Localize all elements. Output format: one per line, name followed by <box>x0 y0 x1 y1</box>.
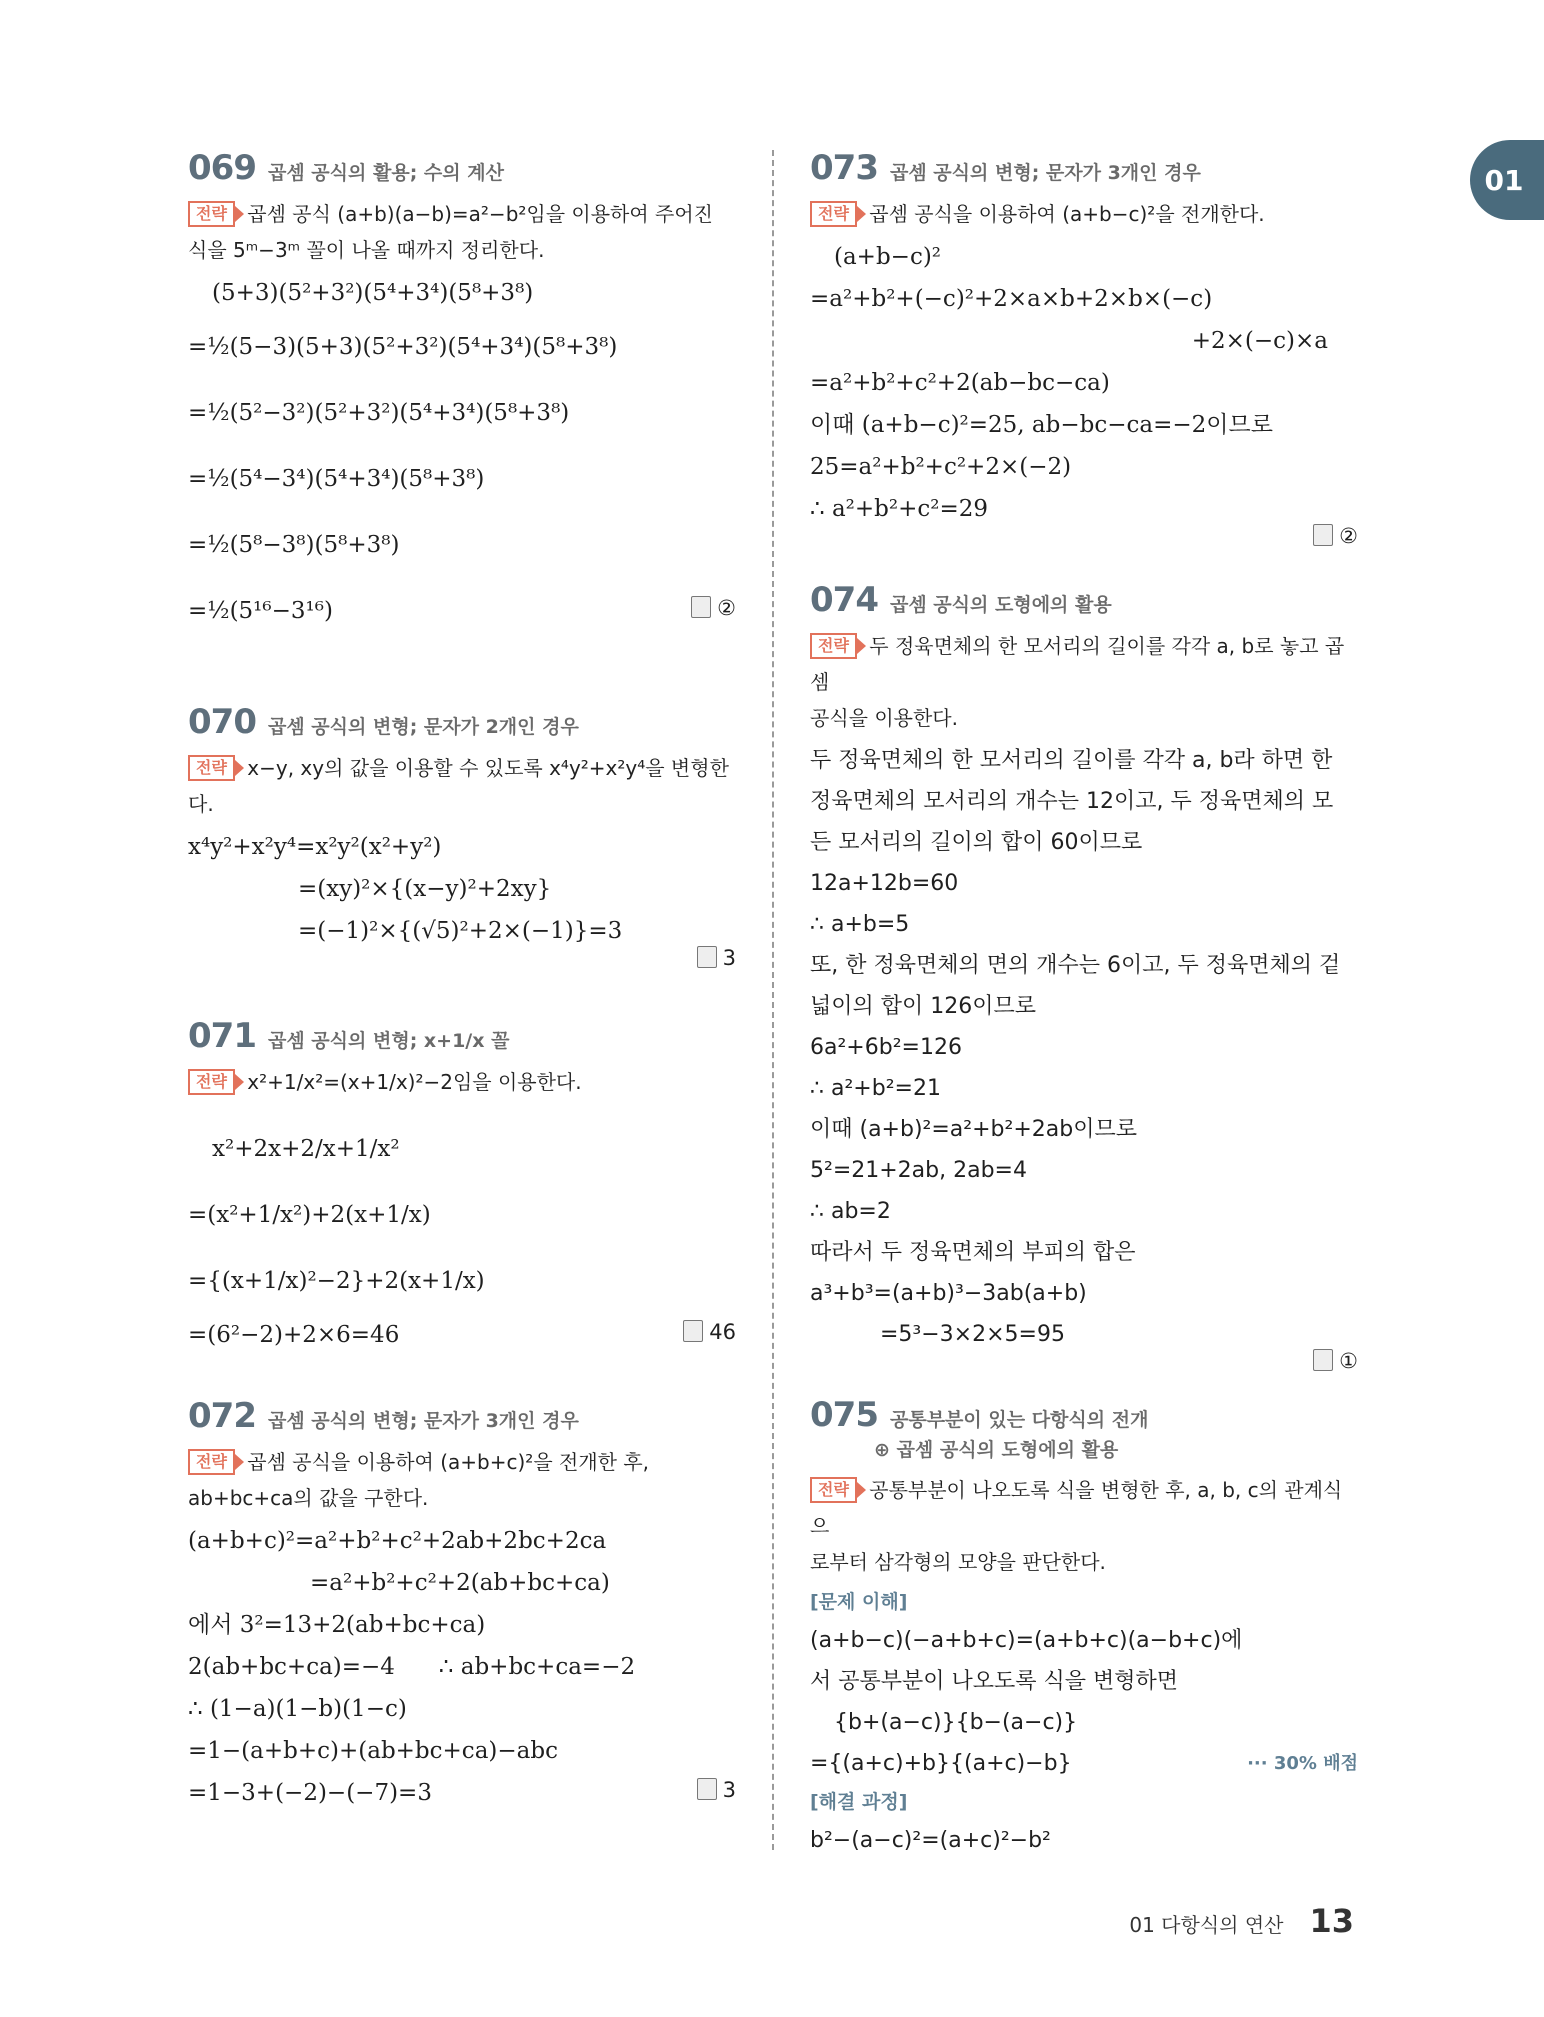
math-line: x²+2x+2/x+1/x² <box>212 1136 400 1162</box>
math-line: =½(5²−3²)(5²+3²)(5⁴+3⁴)(5⁸+3⁸) <box>188 400 570 426</box>
strategy-text: 곱셈 공식을 이용하여 (a+b+c)²을 전개한 후, <box>247 1450 649 1474</box>
math-line: 이때 (a+b)²=a²+b²+2ab이므로 <box>810 1117 1137 1142</box>
strategy-text: 곱셈 공식 (a+b)(a−b)=a²−b²임을 이용하여 주어진 <box>247 202 714 226</box>
math-line: 12a+12b=60 <box>810 871 959 896</box>
problem-069 <box>188 148 736 644</box>
problem-number: 074 <box>810 580 878 620</box>
problem-071 <box>188 1016 736 1356</box>
strategy <box>810 196 1358 232</box>
answer-value: ① <box>1339 1349 1358 1373</box>
chapter-title: 01 다항식의 연산 <box>1129 1913 1284 1937</box>
problem-number: 072 <box>188 1396 256 1436</box>
math-line: =½(5¹⁶−3¹⁶) <box>188 598 333 624</box>
score-mark: ··· 30% 배점 <box>1247 1753 1358 1774</box>
math-line: =½(5⁴−3⁴)(5⁴+3⁴)(5⁸+3⁸) <box>188 466 485 492</box>
strategy-text: 공식을 이용한다. <box>810 706 958 730</box>
strategy-text: 식을 5ᵐ−3ᵐ 꼴이 나올 때까지 정리한다. <box>188 238 545 262</box>
left-column <box>188 148 736 1814</box>
math-line: 5²=21+2ab, 2ab=4 <box>810 1158 1027 1183</box>
math-line: 두 정육면체의 한 모서리의 길이를 각각 a, b라 하면 한 <box>810 748 1333 773</box>
problem-number: 071 <box>188 1016 256 1056</box>
problem-number: 070 <box>188 702 256 742</box>
strategy-text: 공통부분이 나오도록 식을 변형한 후, a, b, c의 관계식으 <box>810 1478 1343 1538</box>
strategy <box>810 628 1358 736</box>
math-line: x⁴y²+x²y⁴=x²y²(x²+y²) <box>188 834 442 860</box>
strategy-tag: 전략 <box>188 755 235 781</box>
problem-title: 곱셈 공식의 변형; 문자가 3개인 경우 <box>267 1410 579 1432</box>
math-line: (a+b−c)(−a+b+c)=(a+b+c)(a−b+c)에 <box>810 1628 1243 1653</box>
math-line: 또, 한 정육면체의 면의 개수는 6이고, 두 정육면체의 겉 <box>810 953 1341 978</box>
math-line: (a+b+c)²=a²+b²+c²+2ab+2bc+2ca <box>188 1528 607 1554</box>
math-line: 넓이의 합이 126이므로 <box>810 994 1036 1019</box>
math-line: =a²+b²+(−c)²+2×a×b+2×b×(−c) <box>810 286 1213 312</box>
answer-value: ② <box>717 596 736 620</box>
strategy-tag: 전략 <box>188 1449 235 1475</box>
strategy-text: 로부터 삼각형의 모양을 판단한다. <box>810 1550 1106 1574</box>
math-line: 든 모서리의 길이의 합이 60이므로 <box>810 830 1143 855</box>
strategy-tag: 전략 <box>810 1477 857 1503</box>
problem-title: 곱셈 공식의 변형; 문자가 3개인 경우 <box>889 162 1201 184</box>
page-number: 13 <box>1309 1902 1354 1940</box>
problem-074 <box>810 580 1358 1373</box>
math-line: 정육면체의 모서리의 개수는 12이고, 두 정육면체의 모 <box>810 789 1334 814</box>
answer-box-icon <box>1313 1349 1333 1371</box>
strategy-tag: 전략 <box>810 633 857 659</box>
problem-title: 공통부분이 있는 다항식의 전개 <box>889 1409 1149 1431</box>
strategy-text: x−y, xy의 값을 이용할 수 있도록 x⁴y²+x²y⁴을 변형한 <box>247 756 729 780</box>
strategy <box>188 750 736 822</box>
problem-073 <box>810 148 1358 548</box>
answer-box-icon <box>683 1320 703 1342</box>
answer <box>683 1320 736 1344</box>
strategy-text: 두 정육면체의 한 모서리의 길이를 각각 a, b로 놓고 곱셈 <box>810 634 1345 694</box>
math-line: ∴ (1−a)(1−b)(1−c) <box>188 1696 407 1722</box>
math-line: (a+b−c)² <box>834 244 942 270</box>
column-divider <box>772 150 774 1850</box>
math-line: =1−(a+b+c)+(ab+bc+ca)−abc <box>188 1738 558 1764</box>
answer <box>691 596 736 620</box>
problem-070 <box>188 702 736 970</box>
answer-box-icon <box>697 946 717 968</box>
strategy-tag: 전략 <box>810 201 857 227</box>
math-line: ∴ a²+b²=21 <box>810 1076 941 1101</box>
math-line: b²−(a−c)²=(a+c)²−b² <box>810 1828 1051 1853</box>
problem-subtitle: ⊕ 곱셈 공식의 도형에의 활용 <box>874 1439 1119 1461</box>
strategy-tag: 전략 <box>188 201 235 227</box>
math-line: =a²+b²+c²+2(ab−bc−ca) <box>810 370 1110 396</box>
problem-number: 075 <box>810 1395 878 1435</box>
math-line: 25=a²+b²+c²+2×(−2) <box>810 454 1072 480</box>
math-line: ∴ ab=2 <box>810 1199 891 1224</box>
math-line: =½(5⁸−3⁸)(5⁸+3⁸) <box>188 532 400 558</box>
math-line: {b+(a−c)}{b−(a−c)} <box>834 1710 1078 1735</box>
strategy <box>188 196 736 268</box>
math-line: ∴ a²+b²+c²=29 <box>810 496 989 522</box>
math-text: ={(a+c)+b}{(a+c)−b} <box>810 1751 1072 1776</box>
problem-number: 069 <box>188 148 256 188</box>
answer-value: 46 <box>709 1320 736 1344</box>
answer-box-icon <box>697 1778 717 1800</box>
math-line: a³+b³=(a+b)³−3ab(a+b) <box>810 1281 1087 1306</box>
answer-value: 3 <box>722 1778 736 1802</box>
answer-value: 3 <box>722 946 736 970</box>
math-line: =5³−3×2×5=95 <box>880 1322 1065 1347</box>
strategy-tag: 전략 <box>188 1069 235 1095</box>
math-line: =(6²−2)+2×6=46 <box>188 1322 400 1348</box>
section-label-understanding: [문제 이해] <box>810 1591 908 1613</box>
problem-075 <box>810 1395 1358 1861</box>
strategy-text: ab+bc+ca의 값을 구한다. <box>188 1486 429 1510</box>
math-line: =1−3+(−2)−(−7)=3 <box>188 1780 432 1806</box>
math-line: ∴ a+b=5 <box>810 912 910 937</box>
math-line: 따라서 두 정육면체의 부피의 합은 <box>810 1240 1136 1265</box>
section-label-solution: [해결 과정] <box>810 1791 908 1813</box>
math-line: 6a²+6b²=126 <box>810 1035 962 1060</box>
problem-title: 곱셈 공식의 변형; 문자가 2개인 경우 <box>267 716 579 738</box>
math-line: =(xy)²×{(x−y)²+2xy} <box>298 876 552 902</box>
strategy-text: x²+1/x²=(x+1/x)²−2임을 이용한다. <box>247 1070 582 1094</box>
math-line: =½(5−3)(5+3)(5²+3²)(5⁴+3⁴)(5⁸+3⁸) <box>188 334 618 360</box>
math-line: =a²+b²+c²+2(ab+bc+ca) <box>310 1570 610 1596</box>
answer-value: ② <box>1339 524 1358 548</box>
problem-title: 곱셈 공식의 활용; 수의 계산 <box>267 162 504 184</box>
chapter-tab: 01 <box>1470 140 1544 220</box>
problem-title: 곱셈 공식의 변형; x+1/x 꼴 <box>267 1030 510 1052</box>
strategy-text: 곱셈 공식을 이용하여 (a+b−c)²을 전개한다. <box>869 202 1265 226</box>
math-line: 2(ab+bc+ca)=−4 ∴ ab+bc+ca=−2 <box>188 1654 636 1680</box>
page-footer <box>1129 1902 1354 1940</box>
problem-072 <box>188 1396 736 1814</box>
answer-box-icon <box>1313 524 1333 546</box>
math-line: ={(x+1/x)²−2}+2(x+1/x) <box>188 1268 485 1294</box>
problem-number: 073 <box>810 148 878 188</box>
math-line: +2×(−c)×a <box>1191 328 1328 354</box>
answer <box>697 1778 736 1802</box>
math-line: 에서 3²=13+2(ab+bc+ca) <box>188 1612 486 1638</box>
strategy <box>188 1064 736 1100</box>
strategy <box>188 1444 736 1516</box>
math-line: 이때 (a+b−c)²=25, ab−bc−ca=−2이므로 <box>810 412 1273 438</box>
math-line: =(−1)²×{(√5)²+2×(−1)}=3 <box>298 918 623 944</box>
problem-title: 곱셈 공식의 도형에의 활용 <box>889 594 1112 616</box>
math-line: 서 공통부분이 나오도록 식을 변형하면 <box>810 1669 1179 1694</box>
strategy <box>810 1472 1358 1580</box>
math-line: =(x²+1/x²)+2(x+1/x) <box>188 1202 431 1228</box>
strategy-text: 다. <box>188 792 214 816</box>
right-column <box>810 148 1358 1861</box>
math-line <box>810 1743 1358 1784</box>
math-line: (5+3)(5²+3²)(5⁴+3⁴)(5⁸+3⁸) <box>212 280 534 306</box>
answer-box-icon <box>691 596 711 618</box>
